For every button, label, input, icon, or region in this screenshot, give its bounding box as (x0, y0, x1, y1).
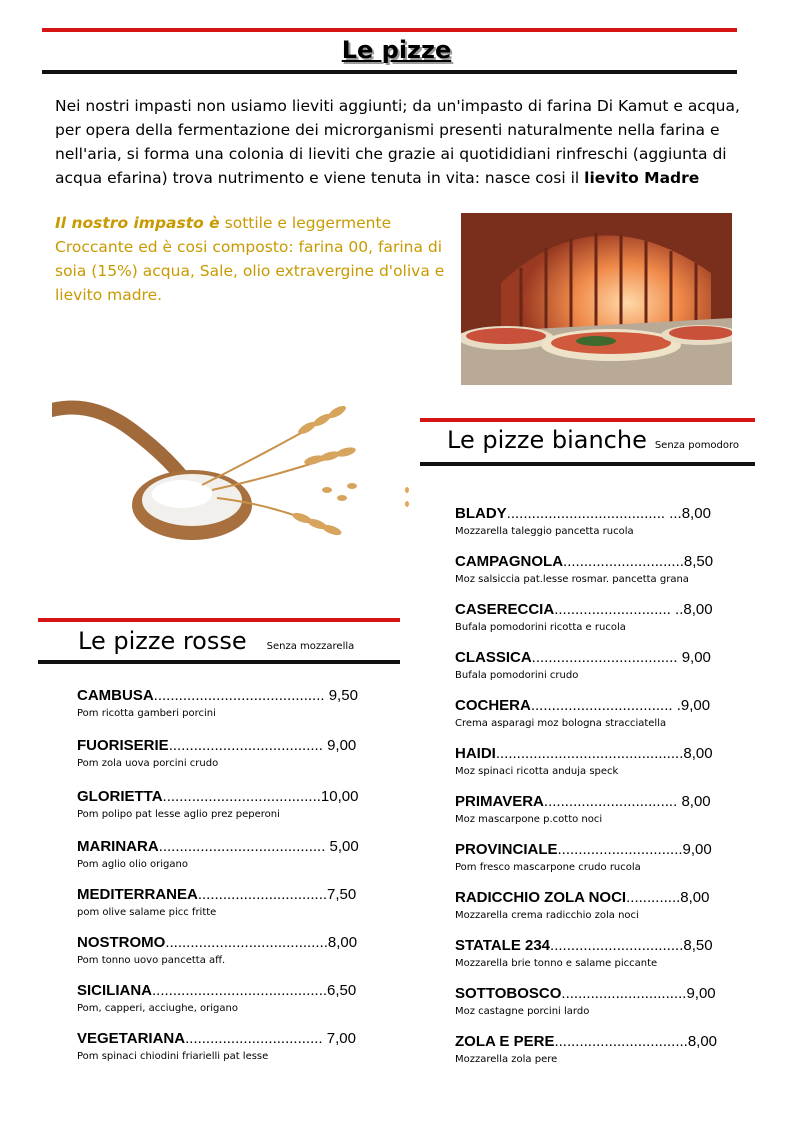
item-name: CAMBUSA (77, 687, 154, 704)
rosse-item (77, 934, 377, 968)
item-name: VEGETARIANA (77, 1030, 186, 1047)
rosse-rule-top (38, 618, 400, 622)
item-desc: Bufala pomodorini ricotta e rucola (455, 622, 626, 633)
item-name: NOSTROMO (77, 934, 166, 951)
item-dots: .............................. (561, 985, 687, 1002)
item-name: CLASSICA (455, 649, 532, 666)
rosse-item (77, 1030, 377, 1064)
item-name: STATALE 234 (455, 937, 551, 954)
item-desc: Pom ricotta gamberi porcini (77, 708, 216, 719)
item-dots: ............................. (563, 553, 684, 570)
flour-illustration (52, 390, 365, 560)
item-dots: ................................... (531, 649, 682, 666)
item-dots: ............. (626, 889, 681, 906)
item-dots: ....................................... (165, 934, 328, 951)
item-name: MARINARA (77, 838, 159, 855)
intro-bold: lievito Madre (584, 169, 700, 187)
item-dots: ..................................... (168, 737, 328, 754)
item-desc: Mozzarella taleggio pancetta rucola (455, 526, 634, 537)
rosse-rule-bottom (38, 660, 400, 664)
item-price: 8,00 (683, 601, 713, 618)
item-dots: ................................. (185, 1030, 327, 1047)
item-dots: .................................. . (530, 697, 681, 714)
item-desc: Mozzarella zola pere (455, 1054, 558, 1065)
rosse-item (77, 838, 377, 872)
item-desc: Bufala pomodorini crudo (455, 670, 579, 681)
item-price: 9,00 (682, 841, 712, 858)
item-price: 9,00 (686, 985, 716, 1002)
bianche-item (455, 649, 755, 683)
bianche-title: Le pizze bianche (447, 426, 647, 454)
item-desc: Pom zola uova porcini crudo (77, 758, 219, 769)
item-dots: ...................................... (162, 788, 321, 805)
dough-lead: Il nostro impasto è (55, 214, 220, 232)
item-desc: Pom spinaci chiodini friarielli pat lesse (77, 1051, 269, 1062)
item-desc: Crema asparagi moz bologna stracciatella (455, 718, 667, 729)
oven-illustration (461, 213, 732, 385)
item-name: HAIDI (455, 745, 496, 762)
rosse-heading (78, 627, 354, 655)
item-dots: .......................................... (152, 982, 328, 999)
bianche-note: Senza pomodoro (654, 440, 740, 451)
item-name: PROVINCIALE (455, 841, 558, 858)
item-dots: ............................... (197, 886, 328, 903)
item-desc: Moz mascarpone p.cotto noci (455, 814, 603, 825)
item-price: 7,50 (327, 886, 357, 903)
item-price: 10,00 (320, 788, 359, 805)
item-price: 8,50 (683, 937, 713, 954)
item-price: 8,50 (683, 553, 714, 570)
item-desc: Mozzarella brie tonno e salame piccante (455, 958, 658, 969)
item-desc: Mozzarella crema radicchio zola noci (455, 910, 639, 921)
item-dots: ......................................... (153, 687, 329, 704)
dough-text: sottile e leggermente Croccante ed è cosi composto: farina 00, farina di soia (15%) acqua, Sale, olio extravergine d'oliva e lievito madre. (55, 214, 445, 304)
bianche-item (455, 937, 755, 971)
item-name: COCHERA (455, 697, 531, 714)
item-desc: Moz salsiccia pat.lesse rosmar. pancetta grana (455, 574, 689, 585)
item-price: 7,00 (326, 1030, 356, 1047)
bianche-rule-bottom (420, 462, 755, 466)
item-price: 8,00 (687, 1033, 718, 1050)
item-name: MEDITERRANEA (77, 886, 198, 903)
item-dots: ........................................ (158, 838, 330, 855)
item-name: GLORIETTA (77, 788, 163, 805)
item-desc: Moz castagne porcini lardo (455, 1006, 590, 1017)
item-dots: ............................................. (495, 745, 684, 762)
flour-wheat-photo (52, 390, 365, 560)
oven-photo (461, 213, 732, 385)
item-price: 8,00 (681, 505, 711, 522)
item-dots: ...................................... ... (506, 505, 682, 522)
item-price: 8,00 (327, 934, 358, 951)
intro-paragraph (55, 94, 760, 190)
item-name: PRIMAVERA (455, 793, 544, 810)
bianche-item (455, 985, 755, 1019)
bianche-item (455, 793, 755, 827)
item-dots: .............................. (557, 841, 683, 858)
item-name: BLADY (455, 505, 507, 522)
bianche-item (455, 505, 755, 539)
rosse-item (77, 737, 377, 771)
bianche-rule-top (420, 418, 755, 422)
title-rule-bottom (42, 70, 737, 74)
item-desc: Pom aglio olio origano (77, 859, 188, 870)
item-desc: Pom fresco mascarpone crudo rucola (455, 862, 641, 873)
bianche-item (455, 745, 755, 779)
dough-description (55, 211, 465, 307)
bianche-item (455, 841, 755, 875)
item-name: RADICCHIO ZOLA NOCI (455, 889, 627, 906)
item-name: FUORISERIE (77, 737, 169, 754)
page-title: Le pizze (341, 36, 452, 64)
item-name: CASERECCIA (455, 601, 555, 618)
item-price: 6,50 (327, 982, 357, 999)
bianche-item (455, 601, 755, 635)
item-price: 5,00 (329, 838, 359, 855)
bianche-heading (447, 426, 739, 454)
bianche-item (455, 1033, 755, 1067)
item-price: 8,00 (681, 793, 711, 810)
rosse-item (77, 687, 377, 721)
item-price: 9,50 (328, 687, 358, 704)
item-price: 9,00 (681, 649, 711, 666)
rosse-title: Le pizze rosse (78, 627, 247, 655)
rosse-item (77, 788, 377, 822)
item-price: 9,00 (327, 737, 357, 754)
item-desc: Pom polipo pat lesse aglio prez peperoni (77, 809, 280, 820)
rosse-item (77, 982, 377, 1016)
item-price: 8,00 (683, 745, 713, 762)
item-desc: Moz spinaci ricotta anduja speck (455, 766, 619, 777)
intro-text: Nei nostri impasti non usiamo lieviti aggiunti; da un'impasto di farina Di Kamut e acqua, per opera della fermentazione dei microrganismi presenti naturalmente nella farina e nell'aria, si forma una colonia di lieviti che grazie ai quotididiani rinfreschi (aggiunta di acqua efarina) trova nutrimento e viene tenuta in vita: nasce cosi il (55, 97, 740, 187)
bianche-item (455, 889, 755, 923)
item-desc: Pom, capperi, acciughe, origano (77, 1003, 238, 1014)
item-name: SOTTOBOSCO (455, 985, 562, 1002)
item-name: SICILIANA (77, 982, 152, 999)
item-dots: ................................ (543, 793, 682, 810)
item-desc: pom olive salame picc fritte (77, 907, 217, 918)
item-dots: ................................ (554, 1033, 688, 1050)
item-price: 9,00 (680, 697, 711, 714)
item-name: ZOLA E PERE (455, 1033, 555, 1050)
rosse-note: Senza mozzarella (266, 641, 355, 652)
item-dots: ................................ (550, 937, 684, 954)
rosse-item (77, 886, 377, 920)
title-rule-top (42, 28, 737, 32)
item-dots: ............................ .. (554, 601, 684, 618)
bianche-item (455, 697, 755, 731)
item-name: CAMPAGNOLA (455, 553, 564, 570)
bianche-item (455, 553, 755, 587)
item-price: 8,00 (680, 889, 710, 906)
wheat-grain-decoration (403, 484, 411, 510)
item-desc: Pom tonno uovo pancetta aff. (77, 955, 226, 966)
